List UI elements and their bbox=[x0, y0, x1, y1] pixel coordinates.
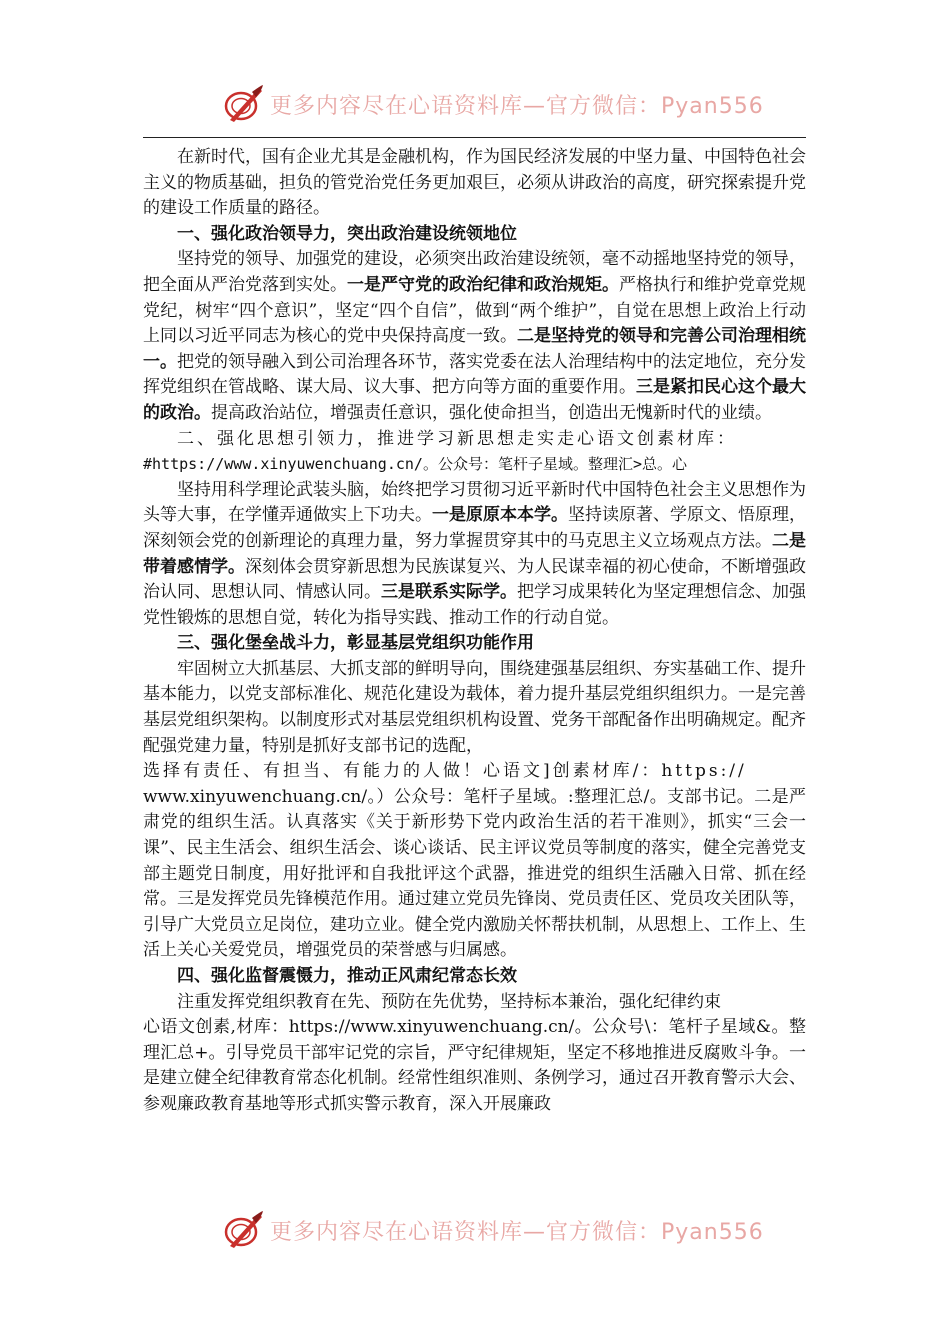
section-1-point-1: 一是严守党的政治纪律和政治规矩。 bbox=[347, 274, 619, 295]
footer-banner bbox=[222, 1206, 764, 1254]
banner-text: 更多内容尽在心语资料库—官方微信：Pyan556 bbox=[270, 93, 764, 119]
article-body bbox=[143, 145, 806, 1118]
section-3-spread-line: 选择有责任、有担当、有能力的人做！心语文]创素材库/：https:// bbox=[143, 761, 747, 782]
banner-text: 更多内容尽在心语资料库—官方微信：Pyan556 bbox=[270, 1219, 764, 1245]
section-4-paragraph: 注重发挥党组织教育在先、预防在先优势，坚持标本兼治，强化纪律约束 bbox=[177, 991, 721, 1012]
header-divider bbox=[143, 137, 806, 138]
section-1-heading: 一、强化政治领导力，突出政治建设统领地位 bbox=[177, 223, 517, 244]
intro-paragraph: 在新时代，国有企业尤其是金融机构，作为国民经济发展的中坚力量、中国特色社会主义的物质基础，担负的管党治党任务更加艰巨，必须从讲政治的高度，研究探索提升党的建设工作质量的路径。 bbox=[143, 147, 806, 219]
section-2-point-2: 二是带着感情学。 bbox=[143, 530, 806, 577]
section-2-paragraph: 坚持用科学理论武装头脑，始终把学习贯彻习近平新时代中国特色社会主义思想作为头等大事，在学懂弄通做实上下功夫。一是原原本本学。坚持读原著、学原文、悟原理，深刻领会党的创新理论的真理力量，努力掌握贯穿其中的马克思主义立场观点方法。二是带着感情学。深刻体会贯穿新思想为民族谋复兴、为人民谋幸福的初心使命，不断增强政治认同、思想认同、情感认同。三是联系实际学。把学习成果转化为坚定理想信念、加强党性锻炼的思想自觉，转化为指导实践、推动工作的行动自觉。 bbox=[143, 479, 806, 628]
quill-logo-icon bbox=[222, 1208, 266, 1252]
section-4-paragraph-continued: 心语文创素,材库：https://www.xinyuwenchuang.cn/。公众号\：笔杆子星域&。整理汇总+。引导党员干部牢记党的宗旨，严守纪律规矩，坚定不移地推进反腐败斗争。一是建立健全纪律教育常态化机制。经常性组织准则、条例学习，通过召开教育警示大会、参观廉政教育基地等形式抓实警示教育，深入开展廉政 bbox=[143, 1017, 806, 1114]
section-3-paragraph: 牢固树立大抓基层、大抓支部的鲜明导向，围绕建强基层组织、夯实基础工作、提升基本能力，以党支部标准化、规范化建设为载体，着力提升基层党组织组织力。一是完善基层党组织架构。以制度形式对基层党组织机构设置、党务干部配备作出明确规定。配齐配强党建力量，特别是抓好支部书记的选配， bbox=[143, 658, 806, 756]
section-2-heading: 二、强化思想引领力，推进学习新思想走实走心语文创素材库： bbox=[177, 428, 737, 449]
section-3-paragraph-continued: www.xinyuwenchuang.cn/。）公众号：笔杆子星域。:整理汇总/。支部书记。二是严肃党的组织生活。认真落实《关于新形势下党内政治生活的若干准则》，抓实“三会一课”、民主生活会、组织生活会、谈心谈话、民主评议党员等制度的落实，健全完善党支部主题党日制度，用好批评和自我批评这个武器，推进党的组织生活融入日常、抓在经常。三是发挥党员先锋模范作用。通过建立党员先锋岗、党员责任区、党员攻关团队等，引导广大党员立足岗位，建功立业。健全党内激励关怀帮扶机制，从思想上、工作上、生活上关心关爱党员，增强党员的荣誉感与归属感。 bbox=[143, 786, 806, 961]
quill-logo-icon bbox=[222, 82, 266, 126]
section-3-heading: 三、强化堡垒战斗力，彰显基层党组织功能作用 bbox=[177, 633, 534, 654]
section-2-point-3: 三是联系实际学。 bbox=[381, 582, 517, 603]
section-2-heading-continued: #https://www.xinyuwenchuang.cn/。公众号：笔杆子星域。整理汇>总。心 bbox=[143, 455, 687, 474]
section-1-point-2: 二是坚持党的领导和完善公司治理相统一。 bbox=[143, 326, 806, 372]
section-1-paragraph: 坚持党的领导、加强党的建设，必须突出政治建设统领，毫不动摇地坚持党的领导，把全面从严治党落到实处。一是严守党的政治纪律和政治规矩。严格执行和维护党章党规党纪，树牢“四个意识”，坚定“四个自信”，做到“两个维护”，自觉在思想上政治上行动上同以习近平同志为核心的党中央保持高度一致。二是坚持党的领导和完善公司治理相统一。把党的领导融入到公司治理各环节，落实党委在法人治理结构中的法定地位，充分发挥党组织在管战略、谋大局、议大事、把方向等方面的重要作用。三是紧扣民心这个最大的政治。提高政治站位，增强责任意识，强化使命担当，创造出无愧新时代的业绩。 bbox=[143, 249, 806, 423]
section-2-point-1: 一是原原本本学。 bbox=[432, 505, 568, 526]
header-banner bbox=[222, 80, 764, 128]
section-1-point-3: 三是紧扣民心这个最大的政治。 bbox=[143, 377, 806, 423]
section-4-heading: 四、强化监督震慑力，推动正风肃纪常态长效 bbox=[177, 966, 517, 986]
